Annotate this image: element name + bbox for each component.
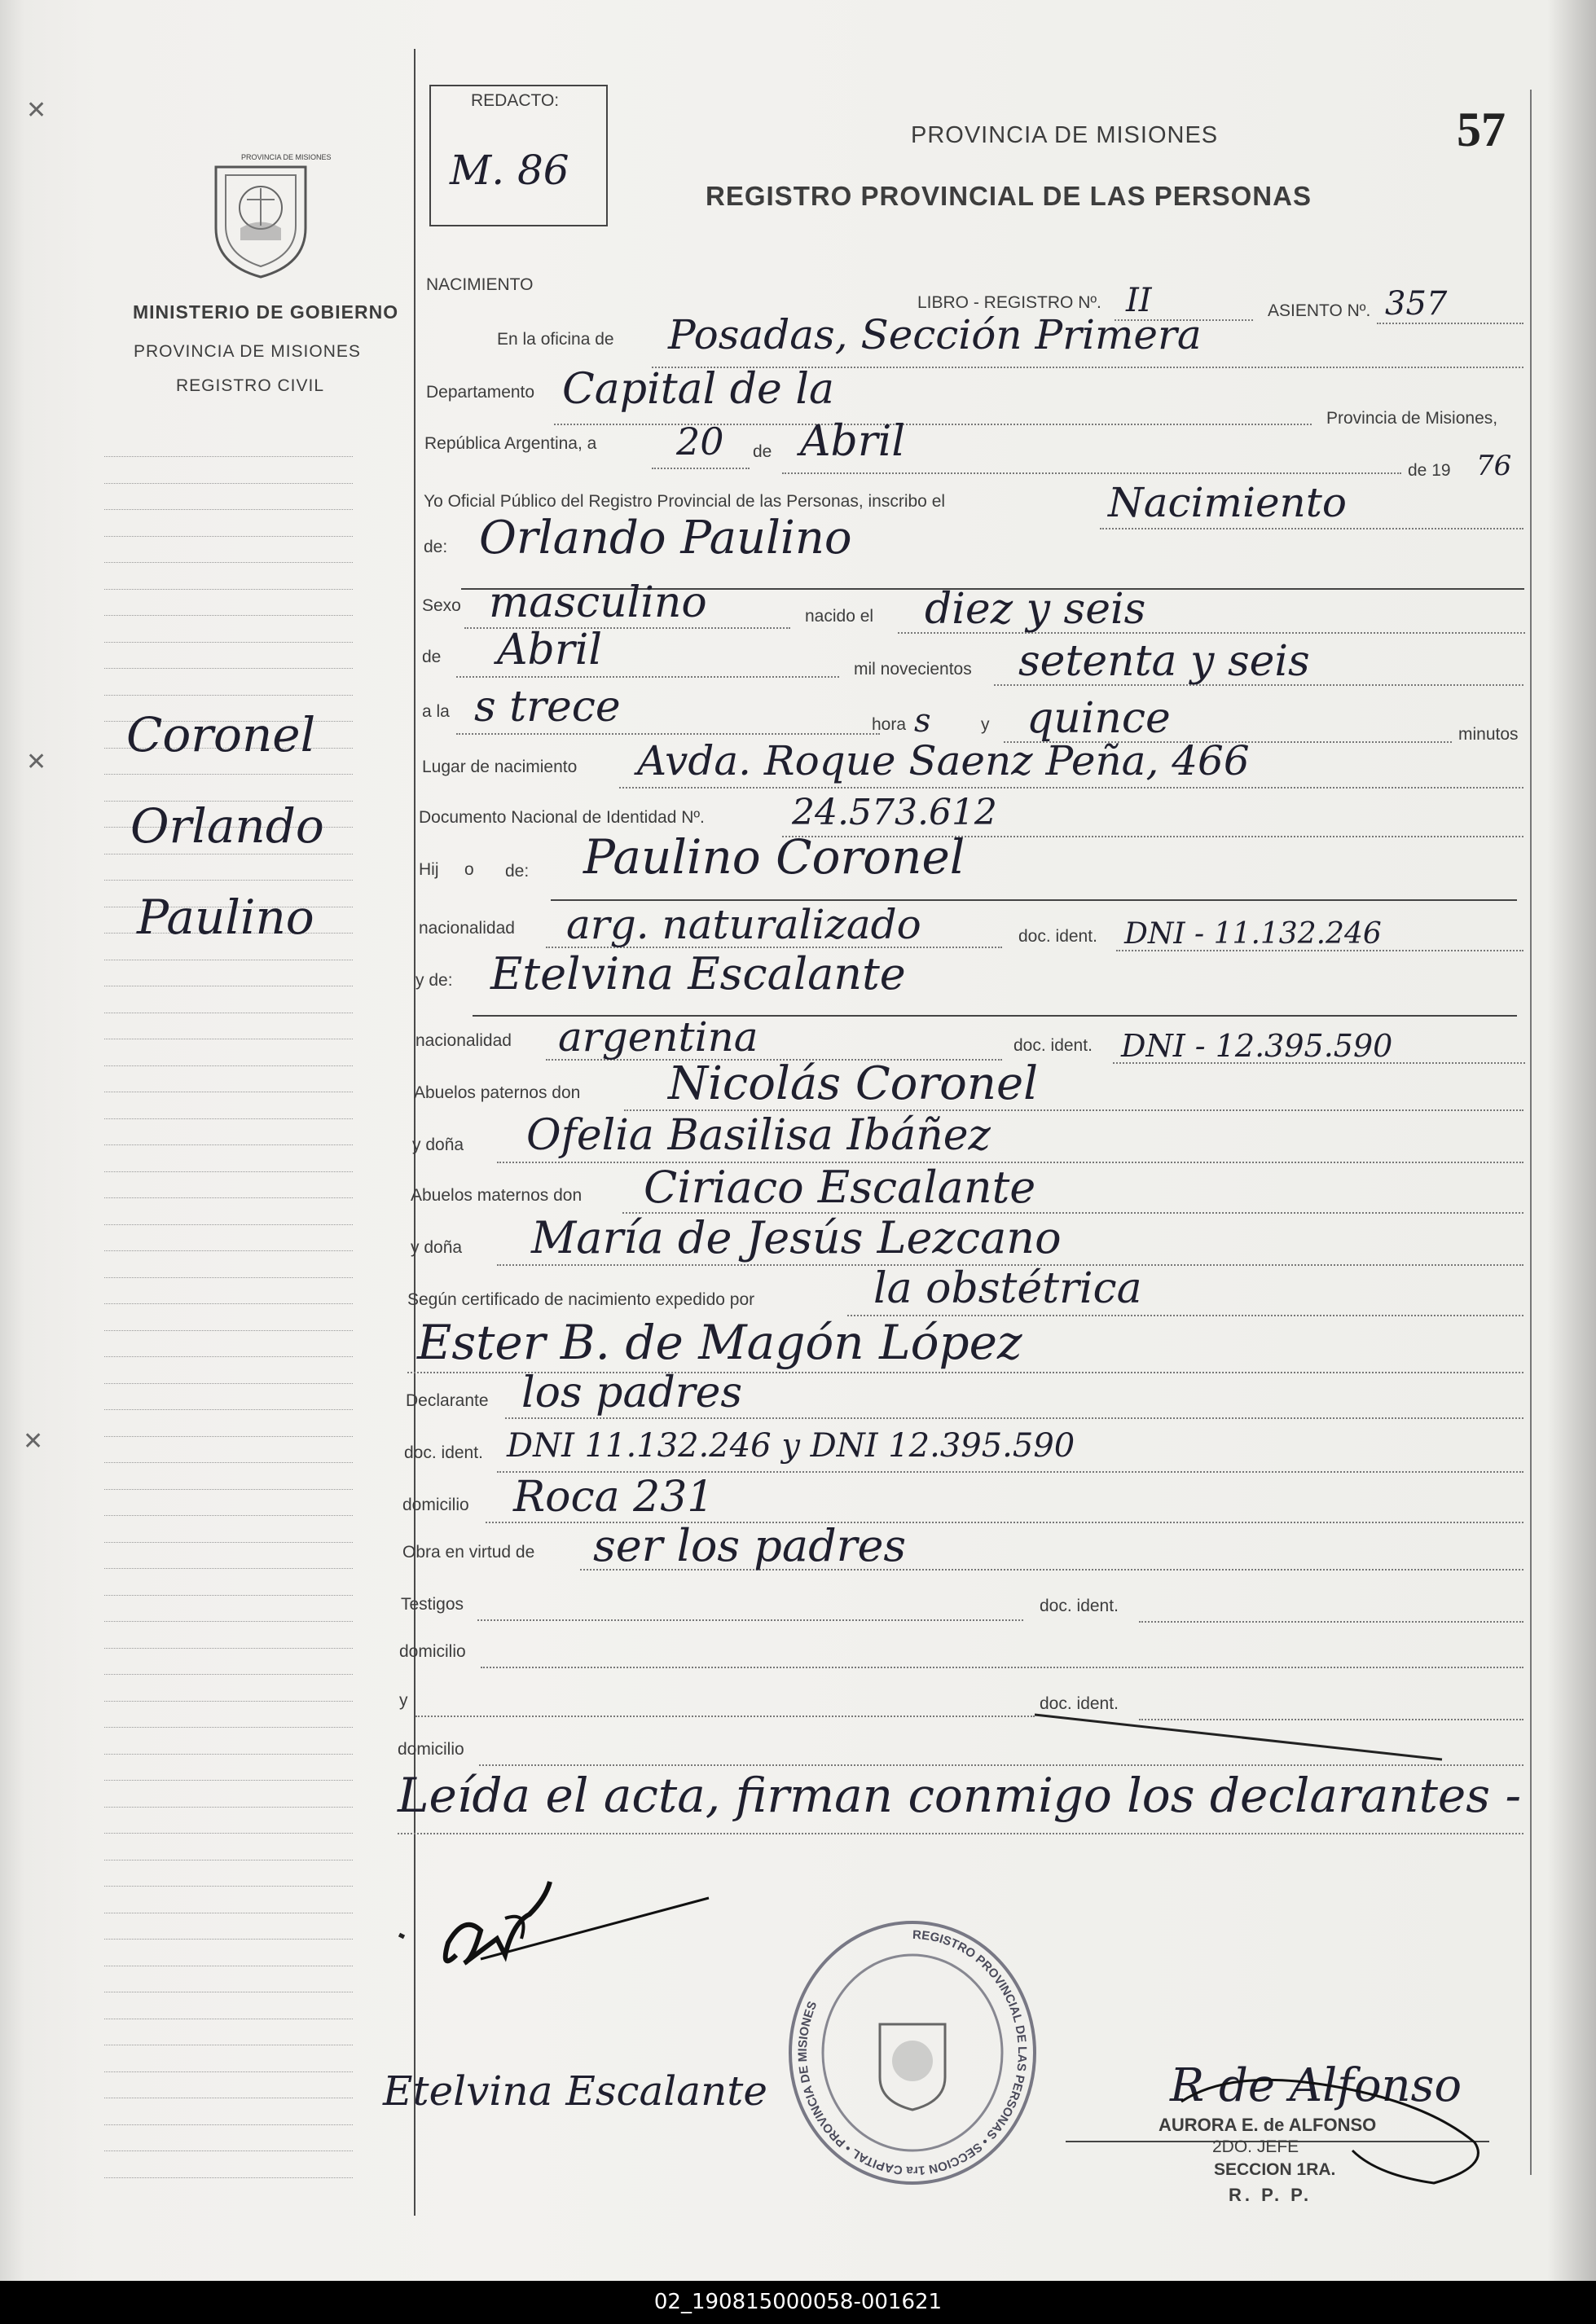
nacido-dia-value: diez y seis [925, 585, 1146, 634]
lugar-line [619, 787, 1523, 789]
official-signature: R de Alfonso [1170, 2059, 1462, 2112]
abuela-mat-value: María de Jesús Lezcano [531, 1212, 1062, 1263]
image-id-footer: 02_190815000058-001621 [0, 2281, 1596, 2324]
declarante-label: Declarante [406, 1391, 489, 1410]
mes-value: Abril [800, 417, 905, 466]
departamento-line [554, 424, 1312, 425]
asiento-line [1377, 323, 1523, 324]
y-dona2-label: y doña [411, 1238, 463, 1257]
ruled-line [104, 1701, 353, 1702]
hora-value: s trece [474, 683, 621, 731]
ruled-line [104, 1833, 353, 1834]
redacto-label: REDACTO: [471, 91, 560, 110]
margin-first-name: Orlando [130, 798, 324, 854]
padre-value: Paulino Coronel [583, 829, 965, 885]
dni-label: Documento Nacional de Identidad Nº. [419, 808, 705, 827]
doc-ident-label: doc. ident. [1018, 927, 1097, 946]
dom1-line [481, 1667, 1523, 1668]
leida-text: Leída el acta, firman conmigo los declarantes - [398, 1768, 1522, 1823]
lugar-label: Lugar de nacimiento [422, 758, 578, 776]
decl-doc-value: DNI 11.132.246 y DNI 12.395.590 [507, 1427, 1075, 1465]
ruled-line [104, 1754, 353, 1755]
decl-doc-label: doc. ident. [404, 1443, 483, 1462]
y-dona-label: y doña [412, 1136, 464, 1154]
oficina-label: En la oficina de [497, 330, 614, 349]
cancel-stroke [1035, 1698, 1458, 1764]
ruled-line [104, 1489, 353, 1490]
asiento-value: 357 [1385, 285, 1448, 323]
ruled-line [104, 1595, 353, 1596]
ruled-line [104, 1224, 353, 1225]
margin-surname: Coronel [126, 707, 316, 762]
minutos-label: minutos [1458, 725, 1519, 744]
nacido-label: nacido el [805, 607, 874, 626]
ministry-province: PROVINCIA DE MISIONES [134, 342, 361, 361]
abuelo-mat-value: Ciriaco Escalante [644, 1162, 1036, 1213]
de-nombre-label: de: [424, 538, 448, 556]
mother-signature: Etelvina Escalante [383, 2067, 767, 2115]
ruled-line [104, 2177, 353, 2178]
ruled-line [104, 615, 353, 616]
nombre-value: Orlando Paulino [479, 512, 852, 565]
ruled-line [104, 1542, 353, 1543]
doc-ident2-label: doc. ident. [1013, 1036, 1093, 1055]
domicilio-value: Roca 231 [513, 1473, 714, 1522]
obra-label: Obra en virtud de [402, 1543, 535, 1562]
right-rule [1530, 90, 1532, 2175]
page-number: 57 [1457, 103, 1506, 156]
ruled-line [104, 1780, 353, 1781]
madre-doc-value: DNI - 12.395.590 [1121, 1028, 1393, 1064]
libro-value: II [1126, 282, 1152, 319]
nacionalidad2-label: nacionalidad [415, 1031, 512, 1050]
dom2-line [479, 1764, 1523, 1766]
ruled-line [104, 589, 353, 590]
ruled-line [104, 1674, 353, 1675]
y-de-label: y de: [415, 971, 453, 990]
round-stamp [782, 1914, 1043, 2191]
ruled-line [104, 509, 353, 510]
provincia-label: Provincia de Misiones, [1326, 409, 1498, 428]
certificado-label: Según certificado de nacimiento expedido por [407, 1290, 755, 1309]
margin-middle-name: Paulino [137, 890, 314, 945]
dni-value: 24.573.612 [792, 792, 997, 833]
ruled-line [104, 483, 353, 484]
lugar-value: Avda. Roque Saenz Peña, 466 [637, 737, 1250, 784]
testigos-label: Testigos [401, 1595, 464, 1614]
asiento-label: ASIENTO Nº. [1268, 301, 1371, 320]
testigos-doc-line [1139, 1621, 1523, 1623]
ruled-line [104, 2124, 353, 2125]
hijo-de-label: de: [505, 862, 530, 881]
libro-label: LIBRO - REGISTRO Nº. [917, 293, 1101, 312]
section-label: NACIMIENTO [426, 275, 534, 294]
hijo-o: o [464, 860, 474, 879]
a-las-label: a la [422, 702, 450, 721]
redacto-value: M. 86 [450, 147, 569, 194]
de-label: de [753, 442, 772, 461]
abuela-pat-value: Ofelia Basilisa Ibáñez [526, 1111, 991, 1160]
ruled-line [104, 774, 353, 775]
departamento-value: Capital de la [562, 365, 834, 414]
acto-line [1100, 528, 1523, 529]
coat-of-arms-icon [200, 151, 322, 281]
sexo-value: masculino [489, 578, 707, 627]
father-signature [391, 1865, 717, 1996]
binder-hole-icon: ✕ [26, 97, 47, 124]
horas-label: hora [872, 715, 907, 734]
ruled-line [104, 1409, 353, 1410]
testigos-doc-label: doc. ident. [1040, 1597, 1119, 1615]
ruled-line [104, 1250, 353, 1251]
ruled-line [104, 668, 353, 669]
ruled-line [104, 1568, 353, 1569]
testigos-line [477, 1619, 1023, 1621]
ruled-line [104, 1648, 353, 1649]
ruled-line [104, 695, 353, 696]
oficial-text: Yo Oficial Público del Registro Provincial de las Personas, inscribo el [424, 492, 946, 511]
madre-nac-value: argentina [558, 1013, 758, 1061]
minutos-value: quince [1027, 694, 1171, 743]
ministry-title: MINISTERIO DE GOBIERNO [133, 301, 399, 323]
ruled-line [104, 880, 353, 881]
stamp-section: SECCION 1RA. [1214, 2160, 1336, 2179]
ruled-line [104, 1939, 353, 1940]
sexo-label: Sexo [422, 596, 461, 615]
hijo-label: Hij [419, 860, 439, 879]
madre-value: Etelvina Escalante [490, 948, 906, 999]
ministry-registry: REGISTRO CIVIL [176, 376, 325, 395]
mes-line [782, 472, 1401, 474]
padre-doc-value: DNI - 11.132.246 [1124, 917, 1382, 951]
dom1-label: domicilio [399, 1642, 466, 1661]
ruled-line [104, 2150, 353, 2151]
horas-s: s [914, 702, 931, 740]
ruled-line [104, 1330, 353, 1331]
abuelos-mat-label: Abuelos maternos don [411, 1186, 583, 1205]
header-province: PROVINCIA DE MISIONES [911, 122, 1219, 148]
ruled-line [104, 1860, 353, 1861]
ruled-line [104, 1886, 353, 1887]
oficina-value: Posadas, Sección Primera [668, 311, 1202, 358]
padre-nac-value: arg. naturalizado [566, 901, 921, 948]
abuelos-pat-label: Abuelos paternos don [414, 1083, 581, 1102]
ruled-line [104, 1356, 353, 1357]
declarante-line [505, 1417, 1523, 1419]
ruled-line [104, 1727, 353, 1728]
binder-hole-icon: ✕ [23, 1428, 44, 1455]
nacido-mes-line [456, 676, 839, 678]
de2-label: de [422, 648, 442, 666]
ruled-line [104, 536, 353, 537]
ruled-line [104, 2071, 353, 2072]
mil-label: mil novecientos [854, 660, 972, 679]
dia-line [652, 468, 750, 469]
obra-value: ser los padres [593, 1520, 907, 1571]
nacido-anio-value: setenta y seis [1018, 637, 1310, 686]
departamento-label: Departamento [426, 383, 535, 402]
ruled-line [104, 562, 353, 563]
y-label: y [981, 715, 990, 734]
ruled-line [104, 1621, 353, 1622]
ruled-line [104, 1144, 353, 1145]
stamp-name: AURORA E. de ALFONSO [1159, 2115, 1377, 2135]
ruled-line [104, 1383, 353, 1384]
hora-line [456, 733, 880, 735]
republica-label: República Argentina, a [424, 434, 597, 453]
ruled-line [104, 642, 353, 643]
ruled-line [104, 1118, 353, 1119]
abuelo-pat-value: Nicolás Coronel [668, 1057, 1038, 1110]
ruled-line [104, 1303, 353, 1304]
dia-value: 20 [676, 420, 724, 463]
binder-hole-icon: ✕ [26, 749, 47, 775]
acto-value: Nacimiento [1108, 479, 1347, 526]
seal-caption: PROVINCIA DE MISIONES [241, 153, 332, 161]
leida-line [398, 1833, 1523, 1834]
dom2-label: domicilio [398, 1740, 464, 1759]
doc2-label: doc. ident. [1040, 1694, 1119, 1713]
ruled-line [104, 1462, 353, 1463]
nacionalidad-label: nacionalidad [419, 919, 515, 938]
ruled-line [104, 1197, 353, 1198]
ruled-line [104, 1171, 353, 1172]
ruled-line [104, 1436, 353, 1437]
stamp-role: 2DO. JEFE [1212, 2137, 1299, 2156]
ruled-line [104, 1065, 353, 1066]
ruled-line [104, 456, 353, 457]
anio-label: de 19 [1408, 461, 1451, 480]
anio-value: 76 [1476, 450, 1512, 482]
ruled-line [104, 1515, 353, 1516]
stamp-rpp: R. P. P. [1229, 2185, 1312, 2205]
declarante-value: los padres [521, 1368, 743, 1417]
ruled-line [104, 1807, 353, 1808]
ruled-line [104, 1277, 353, 1278]
domicilio-label: domicilio [402, 1496, 469, 1514]
nacido-mes-value: Abril [497, 626, 602, 674]
official-signature-stroke [1165, 2053, 1507, 2199]
certificado-value: la obstétrica [873, 1264, 1142, 1313]
y2-line [415, 1716, 1035, 1717]
page-edge-shadow [1547, 0, 1596, 2281]
svg-text:REGISTRO PROVINCIAL DE LAS PER: REGISTRO PROVINCIAL DE LAS PERSONAS • SECCION 1ra CAPITAL • PROVINCIA DE MISIONES [795, 1927, 1030, 2178]
y2-label: y [399, 1691, 408, 1710]
certificado-value2: Ester B. de Magón López [417, 1315, 1022, 1370]
header-title: REGISTRO PROVINCIAL DE LAS PERSONAS [706, 181, 1312, 211]
